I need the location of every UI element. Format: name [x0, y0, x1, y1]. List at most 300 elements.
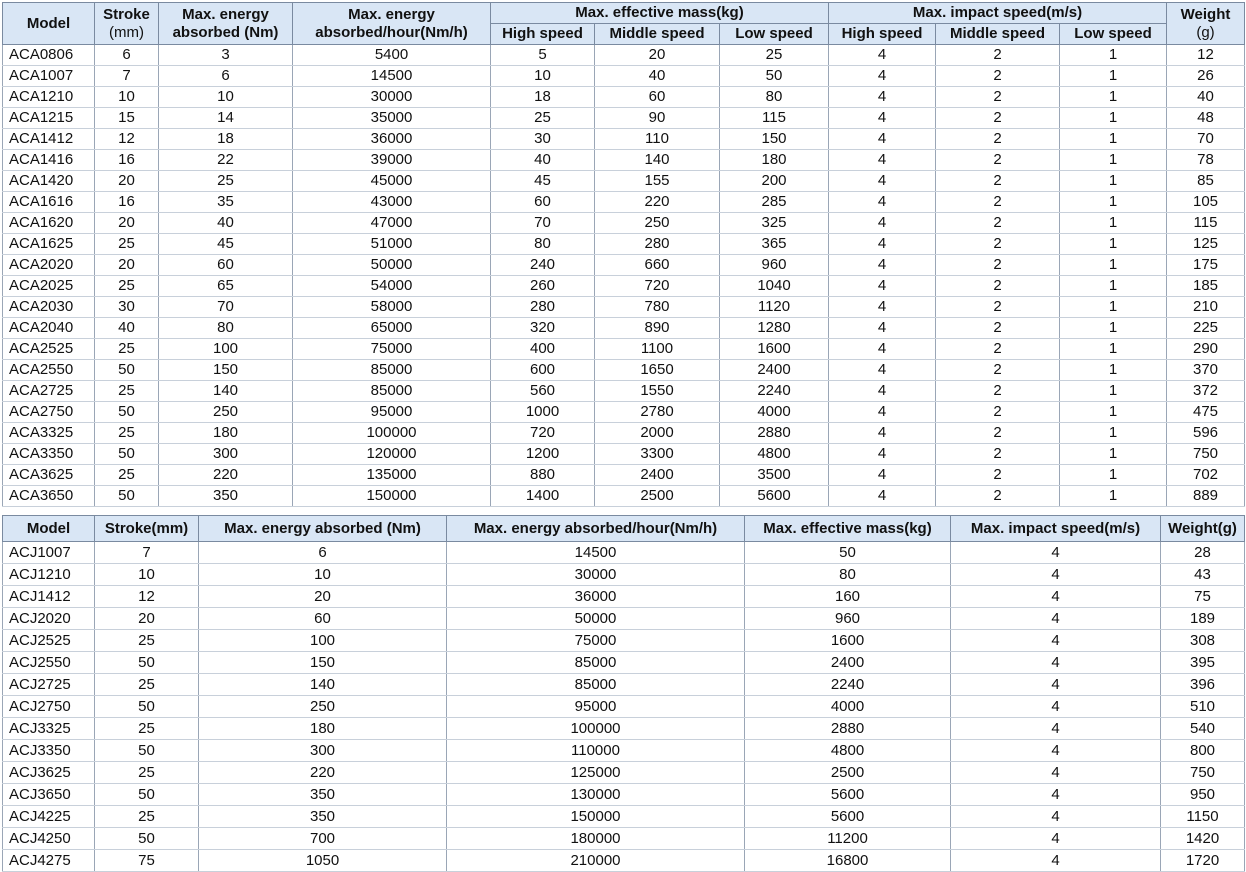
- table-cell: 14500: [293, 66, 491, 87]
- table-row: [3, 255, 1245, 276]
- table-cell: 35: [159, 192, 293, 213]
- table-cell: 10: [199, 564, 447, 586]
- table-cell: 4000: [745, 696, 951, 718]
- table-cell: 47000: [293, 213, 491, 234]
- table-cell: 4: [829, 87, 936, 108]
- table-cell: 285: [720, 192, 829, 213]
- table-row: [3, 806, 1245, 828]
- table-cell: 1: [1060, 45, 1167, 66]
- table-cell: 720: [595, 276, 720, 297]
- table-cell: 4: [829, 465, 936, 486]
- table-cell: 600: [491, 360, 595, 381]
- table-cell: 1: [1060, 339, 1167, 360]
- table-cell: 260: [491, 276, 595, 297]
- table-cell: 320: [491, 318, 595, 339]
- table-cell: 140: [159, 381, 293, 402]
- table-cell: 280: [491, 297, 595, 318]
- table-row: [3, 696, 1245, 718]
- table-cell: 4: [829, 486, 936, 507]
- table-cell: 4: [951, 542, 1161, 564]
- table-cell: 1720: [1161, 850, 1245, 872]
- table-cell: 800: [1161, 740, 1245, 762]
- table-cell: 110000: [447, 740, 745, 762]
- table-cell: 2: [936, 255, 1060, 276]
- aca-spec-table: [2, 2, 1245, 507]
- table-cell: 90: [595, 108, 720, 129]
- table-cell: 250: [199, 696, 447, 718]
- table-cell: 1200: [491, 444, 595, 465]
- table-cell: 80: [745, 564, 951, 586]
- table-cell: 5600: [745, 784, 951, 806]
- table-cell: 1: [1060, 465, 1167, 486]
- table-cell: 4: [829, 150, 936, 171]
- aca-header-energy-line2: absorbed (Nm): [172, 23, 279, 41]
- table-cell: 2: [936, 423, 1060, 444]
- table-cell: 95000: [447, 696, 745, 718]
- table-cell: 85000: [293, 381, 491, 402]
- table-cell: 16800: [745, 850, 951, 872]
- acj-table-body: [3, 542, 1245, 872]
- table-row: [3, 129, 1245, 150]
- table-cell: 10: [95, 87, 159, 108]
- table-cell: 4: [829, 318, 936, 339]
- table-cell: 2: [936, 171, 1060, 192]
- model-cell: ACA2750: [3, 402, 95, 423]
- acj-header-model: Model: [3, 516, 95, 542]
- table-row: [3, 586, 1245, 608]
- table-row: [3, 486, 1245, 507]
- table-cell: 2: [936, 381, 1060, 402]
- table-cell: 2780: [595, 402, 720, 423]
- table-cell: 2400: [595, 465, 720, 486]
- table-cell: 2: [936, 150, 1060, 171]
- table-cell: 58000: [293, 297, 491, 318]
- aca-header-mass-middle: Middle speed: [595, 24, 720, 45]
- table-cell: 4: [951, 674, 1161, 696]
- table-cell: 130000: [447, 784, 745, 806]
- table-cell: 6: [199, 542, 447, 564]
- table-cell: 2880: [720, 423, 829, 444]
- table-cell: 4: [951, 652, 1161, 674]
- model-cell: ACA1215: [3, 108, 95, 129]
- table-cell: 20: [595, 45, 720, 66]
- model-cell: ACA3350: [3, 444, 95, 465]
- model-cell: ACA2550: [3, 360, 95, 381]
- table-cell: 105: [1167, 192, 1245, 213]
- table-cell: 1100: [595, 339, 720, 360]
- aca-header-weight-unit: (g): [1196, 23, 1215, 41]
- table-cell: 880: [491, 465, 595, 486]
- table-cell: 890: [595, 318, 720, 339]
- table-cell: 1120: [720, 297, 829, 318]
- table-cell: 4: [829, 234, 936, 255]
- table-cell: 2500: [595, 486, 720, 507]
- table-cell: 25: [95, 339, 159, 360]
- table-cell: 1: [1060, 129, 1167, 150]
- table-cell: 1600: [720, 339, 829, 360]
- aca-header-speed-high: High speed: [829, 24, 936, 45]
- model-cell: ACA1420: [3, 171, 95, 192]
- table-cell: 185: [1167, 276, 1245, 297]
- table-cell: 250: [159, 402, 293, 423]
- table-cell: 2: [936, 276, 1060, 297]
- table-cell: 3300: [595, 444, 720, 465]
- table-cell: 950: [1161, 784, 1245, 806]
- table-row: [3, 213, 1245, 234]
- table-cell: 150000: [447, 806, 745, 828]
- table-cell: 43: [1161, 564, 1245, 586]
- table-row: [3, 564, 1245, 586]
- table-cell: 100000: [293, 423, 491, 444]
- table-row: [3, 784, 1245, 806]
- table-cell: 150: [199, 652, 447, 674]
- table-cell: 70: [491, 213, 595, 234]
- table-row: [3, 423, 1245, 444]
- table-row: [3, 608, 1245, 630]
- table-cell: 4: [829, 192, 936, 213]
- table-cell: 60: [159, 255, 293, 276]
- table-cell: 45000: [293, 171, 491, 192]
- aca-header-energy-line1: Max. energy: [182, 5, 269, 23]
- table-cell: 1420: [1161, 828, 1245, 850]
- model-cell: ACJ4225: [3, 806, 95, 828]
- table-cell: 25: [95, 630, 199, 652]
- table-cell: 2240: [745, 674, 951, 696]
- table-cell: 4: [951, 608, 1161, 630]
- table-cell: 1: [1060, 150, 1167, 171]
- table-cell: 4: [829, 444, 936, 465]
- table-cell: 350: [199, 784, 447, 806]
- table-cell: 60: [199, 608, 447, 630]
- table-cell: 1: [1060, 402, 1167, 423]
- table-cell: 75000: [293, 339, 491, 360]
- table-cell: 20: [199, 586, 447, 608]
- table-cell: 14500: [447, 542, 745, 564]
- model-cell: ACA1616: [3, 192, 95, 213]
- table-row: [3, 45, 1245, 66]
- table-cell: 1: [1060, 192, 1167, 213]
- table-cell: 75: [1161, 586, 1245, 608]
- table-row: [3, 234, 1245, 255]
- table-cell: 14: [159, 108, 293, 129]
- table-cell: 6: [95, 45, 159, 66]
- table-row: [3, 402, 1245, 423]
- table-row: [3, 630, 1245, 652]
- table-row: [3, 542, 1245, 564]
- table-cell: 1: [1060, 87, 1167, 108]
- table-cell: 660: [595, 255, 720, 276]
- aca-header-mass-low: Low speed: [720, 24, 829, 45]
- aca-header-stroke-unit: (mm): [109, 23, 144, 41]
- model-cell: ACJ3350: [3, 740, 95, 762]
- table-cell: 960: [745, 608, 951, 630]
- model-cell: ACJ1412: [3, 586, 95, 608]
- model-cell: ACA2020: [3, 255, 95, 276]
- table-cell: 350: [199, 806, 447, 828]
- table-cell: 5: [491, 45, 595, 66]
- table-cell: 25: [95, 234, 159, 255]
- table-cell: 1000: [491, 402, 595, 423]
- table-cell: 4: [951, 806, 1161, 828]
- table-cell: 2: [936, 402, 1060, 423]
- table-cell: 365: [720, 234, 829, 255]
- table-cell: 43000: [293, 192, 491, 213]
- table-row: [3, 465, 1245, 486]
- table-cell: 2500: [745, 762, 951, 784]
- model-cell: ACJ2550: [3, 652, 95, 674]
- table-row: [3, 360, 1245, 381]
- table-cell: 4: [829, 213, 936, 234]
- table-cell: 1: [1060, 66, 1167, 87]
- model-cell: ACA1416: [3, 150, 95, 171]
- aca-header-stroke: [95, 3, 159, 45]
- table-cell: 135000: [293, 465, 491, 486]
- acj-header-weight: Weight(g): [1161, 516, 1245, 542]
- table-cell: 720: [491, 423, 595, 444]
- table-cell: 1050: [199, 850, 447, 872]
- table-cell: 4: [829, 171, 936, 192]
- aca-header-energy-hour-line1: Max. energy: [348, 5, 435, 23]
- table-row: [3, 381, 1245, 402]
- aca-header-mass: Max. effective mass(kg): [491, 3, 829, 24]
- table-cell: 4: [951, 762, 1161, 784]
- table-cell: 308: [1161, 630, 1245, 652]
- table-cell: 2: [936, 66, 1060, 87]
- model-cell: ACA1625: [3, 234, 95, 255]
- table-cell: 25: [95, 806, 199, 828]
- table-cell: 2: [936, 108, 1060, 129]
- table-cell: 6: [159, 66, 293, 87]
- table-cell: 25: [95, 674, 199, 696]
- table-cell: 210: [1167, 297, 1245, 318]
- table-cell: 225: [1167, 318, 1245, 339]
- acj-spec-table: [2, 515, 1245, 872]
- table-cell: 4800: [745, 740, 951, 762]
- table-cell: 4: [951, 740, 1161, 762]
- table-cell: 35000: [293, 108, 491, 129]
- table-row: [3, 318, 1245, 339]
- table-cell: 960: [720, 255, 829, 276]
- table-cell: 1: [1060, 444, 1167, 465]
- table-cell: 510: [1161, 696, 1245, 718]
- table-cell: 2: [936, 234, 1060, 255]
- table-cell: 5400: [293, 45, 491, 66]
- model-cell: ACA1007: [3, 66, 95, 87]
- table-cell: 2: [936, 297, 1060, 318]
- table-cell: 2880: [745, 718, 951, 740]
- model-cell: ACA2525: [3, 339, 95, 360]
- table-cell: 40: [491, 150, 595, 171]
- model-cell: ACJ4250: [3, 828, 95, 850]
- table-cell: 220: [159, 465, 293, 486]
- table-cell: 15: [95, 108, 159, 129]
- model-cell: ACJ2750: [3, 696, 95, 718]
- table-cell: 180: [159, 423, 293, 444]
- table-cell: 4: [829, 339, 936, 360]
- table-cell: 50: [745, 542, 951, 564]
- table-cell: 20: [95, 171, 159, 192]
- table-cell: 4: [829, 45, 936, 66]
- table-cell: 180: [720, 150, 829, 171]
- table-cell: 95000: [293, 402, 491, 423]
- table-cell: 240: [491, 255, 595, 276]
- table-cell: 125: [1167, 234, 1245, 255]
- aca-header-weight: [1167, 3, 1245, 45]
- table-cell: 85000: [447, 674, 745, 696]
- model-cell: ACJ1007: [3, 542, 95, 564]
- table-cell: 2: [936, 339, 1060, 360]
- table-cell: 4: [829, 255, 936, 276]
- table-cell: 22: [159, 150, 293, 171]
- table-cell: 51000: [293, 234, 491, 255]
- table-cell: 28: [1161, 542, 1245, 564]
- table-cell: 50: [95, 402, 159, 423]
- table-row: [3, 652, 1245, 674]
- table-cell: 300: [159, 444, 293, 465]
- table-cell: 100: [159, 339, 293, 360]
- table-cell: 2: [936, 213, 1060, 234]
- table-cell: 4: [829, 108, 936, 129]
- table-cell: 5600: [745, 806, 951, 828]
- table-cell: 200: [720, 171, 829, 192]
- table-cell: 4: [951, 718, 1161, 740]
- aca-header-speed: Max. impact speed(m/s): [829, 3, 1167, 24]
- aca-header-energy-hour: [293, 3, 491, 45]
- table-cell: 25: [720, 45, 829, 66]
- table-cell: 140: [595, 150, 720, 171]
- table-cell: 125000: [447, 762, 745, 784]
- table-cell: 2: [936, 360, 1060, 381]
- model-cell: ACA2040: [3, 318, 95, 339]
- table-cell: 39000: [293, 150, 491, 171]
- table-cell: 4: [951, 850, 1161, 872]
- table-cell: 25: [95, 276, 159, 297]
- table-cell: 700: [199, 828, 447, 850]
- table-cell: 30000: [447, 564, 745, 586]
- table-cell: 50: [95, 828, 199, 850]
- table-cell: 50: [95, 696, 199, 718]
- table-cell: 115: [720, 108, 829, 129]
- table-cell: 50: [95, 652, 199, 674]
- table-cell: 4: [829, 297, 936, 318]
- table-cell: 26: [1167, 66, 1245, 87]
- aca-header-model: Model: [3, 3, 95, 45]
- table-cell: 889: [1167, 486, 1245, 507]
- table-cell: 4: [829, 402, 936, 423]
- table-cell: 1: [1060, 486, 1167, 507]
- table-cell: 45: [491, 171, 595, 192]
- table-cell: 70: [159, 297, 293, 318]
- table-row: [3, 444, 1245, 465]
- table-cell: 110: [595, 129, 720, 150]
- table-cell: 1040: [720, 276, 829, 297]
- table-cell: 4000: [720, 402, 829, 423]
- table-cell: 85: [1167, 171, 1245, 192]
- table-cell: 30: [491, 129, 595, 150]
- table-cell: 12: [95, 586, 199, 608]
- table-cell: 2: [936, 192, 1060, 213]
- table-cell: 36000: [447, 586, 745, 608]
- table-cell: 16: [95, 192, 159, 213]
- table-cell: 50: [95, 740, 199, 762]
- model-cell: ACA2025: [3, 276, 95, 297]
- table-cell: 115: [1167, 213, 1245, 234]
- table-cell: 372: [1167, 381, 1245, 402]
- table-cell: 10: [491, 66, 595, 87]
- table-cell: 20: [95, 213, 159, 234]
- table-cell: 25: [95, 381, 159, 402]
- table-cell: 70: [1167, 129, 1245, 150]
- table-cell: 1: [1060, 423, 1167, 444]
- table-cell: 1650: [595, 360, 720, 381]
- table-cell: 54000: [293, 276, 491, 297]
- table-row: [3, 108, 1245, 129]
- table-cell: 50000: [447, 608, 745, 630]
- table-cell: 1: [1060, 360, 1167, 381]
- table-cell: 50: [95, 784, 199, 806]
- table-cell: 560: [491, 381, 595, 402]
- table-cell: 65000: [293, 318, 491, 339]
- table-cell: 75: [95, 850, 199, 872]
- aca-header-stroke-label: Stroke: [103, 5, 150, 23]
- table-cell: 25: [491, 108, 595, 129]
- table-cell: 4: [829, 129, 936, 150]
- aca-header-energy-hour-line2: absorbed/hour(Nm/h): [315, 23, 468, 41]
- table-cell: 280: [595, 234, 720, 255]
- table-cell: 2400: [720, 360, 829, 381]
- table-row: [3, 828, 1245, 850]
- table-cell: 250: [595, 213, 720, 234]
- acj-header-stroke: Stroke(mm): [95, 516, 199, 542]
- table-cell: 16: [95, 150, 159, 171]
- table-cell: 10: [95, 564, 199, 586]
- table-cell: 1: [1060, 276, 1167, 297]
- aca-table-body: [3, 45, 1245, 507]
- table-cell: 1400: [491, 486, 595, 507]
- table-cell: 12: [95, 129, 159, 150]
- aca-header-weight-label: Weight: [1180, 5, 1231, 23]
- table-cell: 350: [159, 486, 293, 507]
- table-cell: 1550: [595, 381, 720, 402]
- aca-header-energy: [159, 3, 293, 45]
- model-cell: ACJ3325: [3, 718, 95, 740]
- table-row: [3, 674, 1245, 696]
- table-cell: 4: [829, 423, 936, 444]
- table-cell: 155: [595, 171, 720, 192]
- table-cell: 4: [951, 586, 1161, 608]
- table-cell: 150: [159, 360, 293, 381]
- table-row: [3, 192, 1245, 213]
- table-cell: 1: [1060, 318, 1167, 339]
- table-cell: 12: [1167, 45, 1245, 66]
- table-cell: 2240: [720, 381, 829, 402]
- table-cell: 475: [1167, 402, 1245, 423]
- table-cell: 4: [951, 696, 1161, 718]
- table-cell: 702: [1167, 465, 1245, 486]
- table-cell: 290: [1167, 339, 1245, 360]
- model-cell: ACA1412: [3, 129, 95, 150]
- table-row: [3, 87, 1245, 108]
- table-cell: 2: [936, 486, 1060, 507]
- model-cell: ACJ4275: [3, 850, 95, 872]
- table-cell: 2: [936, 465, 1060, 486]
- table-cell: 25: [95, 718, 199, 740]
- model-cell: ACJ2525: [3, 630, 95, 652]
- table-cell: 3: [159, 45, 293, 66]
- model-cell: ACJ3625: [3, 762, 95, 784]
- table-cell: 4: [829, 66, 936, 87]
- table-cell: 325: [720, 213, 829, 234]
